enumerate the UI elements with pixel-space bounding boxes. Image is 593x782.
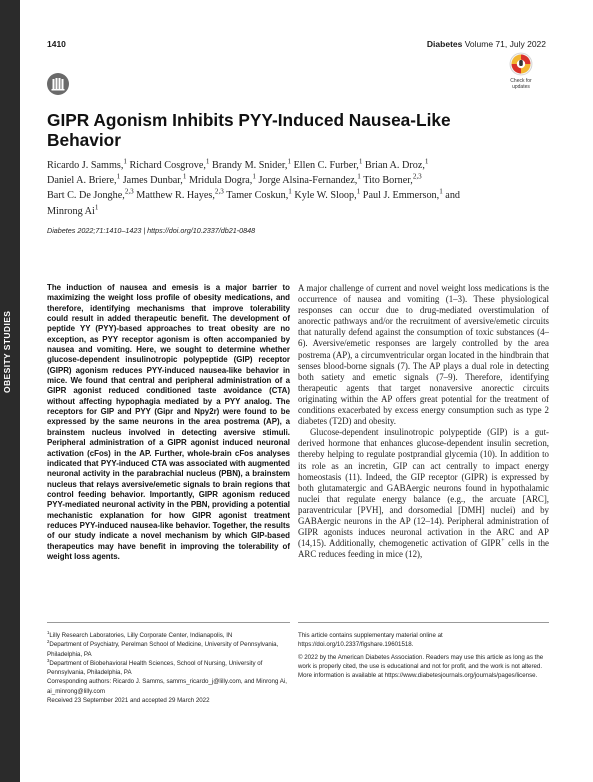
footnote-divider — [47, 622, 290, 623]
supplementary-note: This article contains supplementary material online at https://doi.org/10.2337/figshare.19601518. — [298, 632, 443, 649]
citation-doi[interactable]: Diabetes 2022;71:1410–1423 | https://doi.org/10.2337/db21-0848 — [47, 226, 256, 235]
affiliation: $^1$Lilly Research Laboratories, Lilly Corporate Center, Indianapolis, IN — [47, 629, 233, 639]
page-number: 1410 — [47, 39, 66, 49]
journal-header — [427, 39, 546, 49]
abstract: The induction of nausea and emesis is a major barrier to maximizing the weight loss profile of obesity medications, and therefore, identifying mechanisms that improve tolerability could result in added therapeutic benefit. The development of peptide YY (PYY)-based approaches to treat obesity are no exception, as PYY receptor agonism is often accompanied by nausea and vomiting. Here, we sought to determine whether glucose-dependent insulinotropic polypeptide (GIP) receptor (GIPR) agonism reduces PYY-induced nausea-like behavior in mice. We found that central and peripheral administration of a GIPR agonist reduced conditioned taste avoidance (CTA) without affecting hypophagia mediated by a PYY analog. The receptors for GIP and PYY (Gipr and Npy2r) were found to be expressed by the same neurons in the area postrema (AP), a brainstem nucleus involved in detecting aversive stimuli. Peripheral administration of a GIPR agonist induced neuronal activation (cFos) in the AP. Further, whole-brain cFos analyses indicated that PYY-induced CTA was associated with augmented neuronal activity in the parabrachial nucleus (PBN), a brainstem nucleus that relays aversive/emetic signals to brain regions that control feeding behavior. Importantly, GIPR agonism reduced PYY-mediated neuronal activity in the PBN, providing a potential mechanistic explanation for how GIPR agonist treatment reduces PYY-induced nausea-like behavior. Together, the results of our study indicate a novel mechanism by which GIP-based therapeutics may have benefit in improving the tolerability of weight loss agents. — [47, 283, 290, 561]
body-paragraph: Glucose-dependent insulinotropic polypeptide (GIP) is a gut-derived hormone that enhances glucose-dependent insulin secretion, thereby helping to regulate postprandial glycemia (10). In addition to its role as an incretin, GIP can act centrally to impact energy homeostasis (11). Indeed, the GIP receptor (GIPR) is expressed by both glutamatergic and GABAergic neurons found in hypothalamic nuclei that regulate energy balance (e.g., the arcuate [ARC], paraventricular [PVH], and dorsomedial [DMH] nuclei) and by GABAergic neurons in the AP (12–14). Peripheral administration of GIPR agonists induces neuronal activation in the ARC and AP (14,15). Additionally, chemogenetic activation of GIPR+ cells in the ARC reduces feeding in mice (12), — [298, 427, 549, 560]
corresponding-authors: Corresponding authors: Ricardo J. Samms, samms_ricardo_j@lilly.com, and Minrong Ai, ai_minrong@lilly.com — [47, 678, 287, 695]
crossmark-badge[interactable] — [501, 52, 541, 94]
journal-name: Diabetes — [426, 39, 463, 49]
copyright-note: © 2022 by the American Diabetes Association. Readers may use this article as long as the work is properly cited, the use is educational and not for profit, and the work is not altered. More information is available at https://www.diabetesjournals.org/journals/pages/license. — [298, 653, 544, 680]
affiliation: $^2$Department of Psychiatry, Perelman School of Medicine, University of Pennsylvania, Philadelphia, PA — [47, 639, 279, 658]
footnote-divider — [298, 622, 549, 623]
open-access-icon — [46, 72, 70, 96]
affiliation: $^3$Department of Biobehavioral Health Sciences, School of Nursing, University of Pennsylvania, Philadelphia, PA — [47, 657, 263, 677]
crossmark-label: Check for updates — [510, 78, 532, 90]
received-date: Received 23 September 2021 and accepted 29 March 2022 — [47, 697, 210, 705]
affiliations-footnotes — [47, 631, 292, 705]
body-text — [298, 283, 549, 560]
author-list: Ricardo J. Samms,$^1$ Richard Cosgrove,$^1$ Brandy M. Snider,$^1$ Ellen C. Furber,$^1$ Brian A. Droz,$^1$ Daniel A. Briere,$^1$ James Dunbar,$^1$ Mridula Dogra,$^1$ Jorge Alsina-Fernandez,$^1$ Tito Borner,$^{2,3}$ Bart C. De Jonghe,$^{2,3}$ Matthew R. Hayes,$^{2,3}$ Tamer Coskun,$^1$ Kyle W. Sloop,$^1$ Paul J. Emmerson,$^1$ and Minrong Ai$^1$ — [47, 157, 461, 217]
volume-date: Volume 71, July 2022 — [462, 39, 546, 49]
crossmark-icon — [501, 52, 541, 78]
article-title: GIPR Agonism Inhibits PYY-Induced Nausea-Like Behavior — [47, 110, 451, 150]
section-tab — [0, 0, 20, 782]
body-paragraph: A major challenge of current and novel weight loss medications is the occurrence of nausea and vomiting (1–3). These physiological responses can occur due to drug-mediated overstimulation of anorectic pathways and/or the recruitment of aversive/emetic circuits that naturally defend against the consumption of toxic substances (4–6). Aversive/emetic responses are largely controlled by the area postrema (AP), a circumventricular organ located in the hindbrain that senses blood-borne signals (7). The AP plays a dual role in detecting both satiety and emetic signals (7–9). Therefore, identifying therapeutic agents that target nonaversive anorectic circuits originating within the AP offers great potential for the treatment of conditions exacerbated by excess energy consumption such as type 2 diabetes (T2D) and obesity. — [298, 283, 549, 427]
section-label: OBESITY STUDIES — [2, 310, 12, 394]
article-notes — [298, 631, 549, 683]
